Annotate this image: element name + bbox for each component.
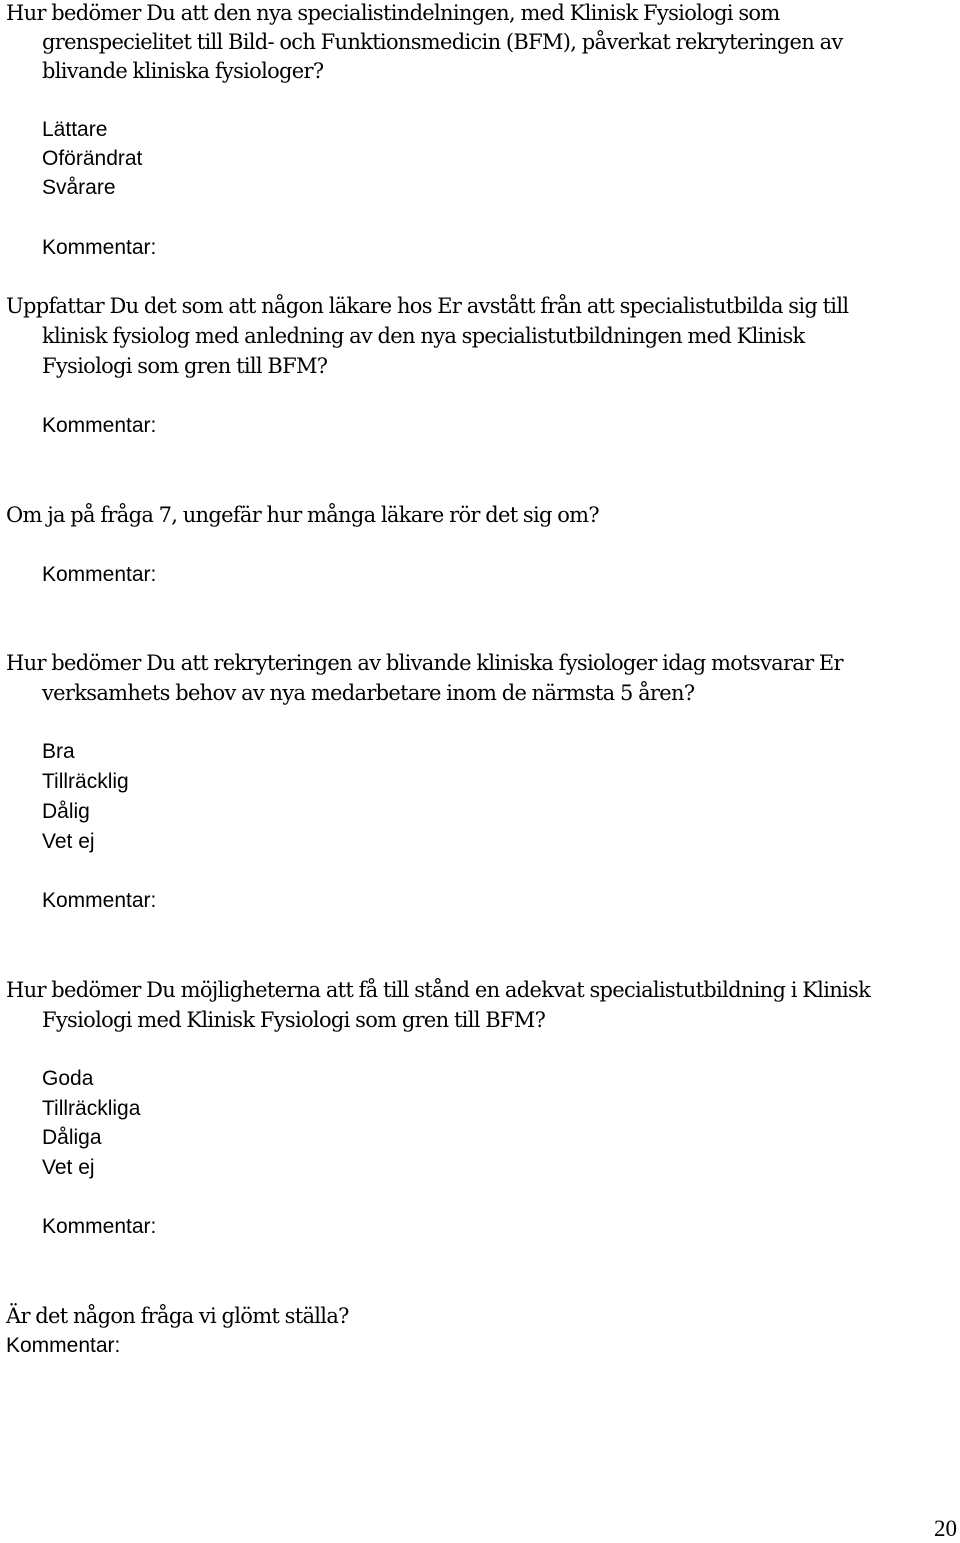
answer-option[interactable]: Tillräckliga <box>42 1097 141 1120</box>
comment-label: Kommentar: <box>42 1215 157 1238</box>
answer-option[interactable]: Dålig <box>42 800 90 823</box>
answer-option[interactable]: Dåliga <box>42 1126 102 1149</box>
question-text: blivande kliniska fysiologer? <box>42 59 324 83</box>
question-text: Hur bedömer Du att rekryteringen av blivande kliniska fysiologer idag motsvarar Er <box>6 651 843 675</box>
comment-label: Kommentar: <box>42 236 157 259</box>
question-text: verksamhets behov av nya medarbetare inom de närmsta 5 åren? <box>42 681 695 705</box>
question-text: grenspecielitet till Bild- och Funktionsmedicin (BFM), påverkat rekryteringen av <box>42 30 843 54</box>
answer-option[interactable]: Svårare <box>42 176 116 199</box>
question-text: Hur bedömer Du möjligheterna att få till stånd en adekvat specialistutbildning i Klinisk <box>6 978 871 1002</box>
question-text: Hur bedömer Du att den nya specialistindelningen, med Klinisk Fysiologi som <box>6 1 780 25</box>
comment-label: Kommentar: <box>42 889 157 912</box>
page-number: 20 <box>934 1516 957 1541</box>
answer-option[interactable]: Tillräcklig <box>42 770 129 793</box>
answer-option[interactable]: Goda <box>42 1067 94 1090</box>
answer-option[interactable]: Lättare <box>42 118 108 141</box>
question-text: Är det någon fråga vi glömt ställa? <box>6 1304 349 1328</box>
comment-label: Kommentar: <box>6 1334 121 1357</box>
answer-option[interactable]: Oförändrat <box>42 147 143 170</box>
answer-option[interactable]: Vet ej <box>42 1156 95 1179</box>
question-text: klinisk fysiolog med anledning av den nya specialistutbildningen med Klinisk <box>42 324 805 348</box>
question-text: Fysiologi med Klinisk Fysiologi som gren till BFM? <box>42 1008 546 1032</box>
question-text: Om ja på fråga 7, ungefär hur många läkare rör det sig om? <box>6 503 599 527</box>
question-text: Fysiologi som gren till BFM? <box>42 354 328 378</box>
comment-label: Kommentar: <box>42 414 157 437</box>
comment-label: Kommentar: <box>42 563 157 586</box>
answer-option[interactable]: Bra <box>42 740 75 763</box>
answer-option[interactable]: Vet ej <box>42 830 95 853</box>
question-text: Uppfattar Du det som att någon läkare hos Er avstått från att specialistutbilda sig till <box>6 294 849 318</box>
